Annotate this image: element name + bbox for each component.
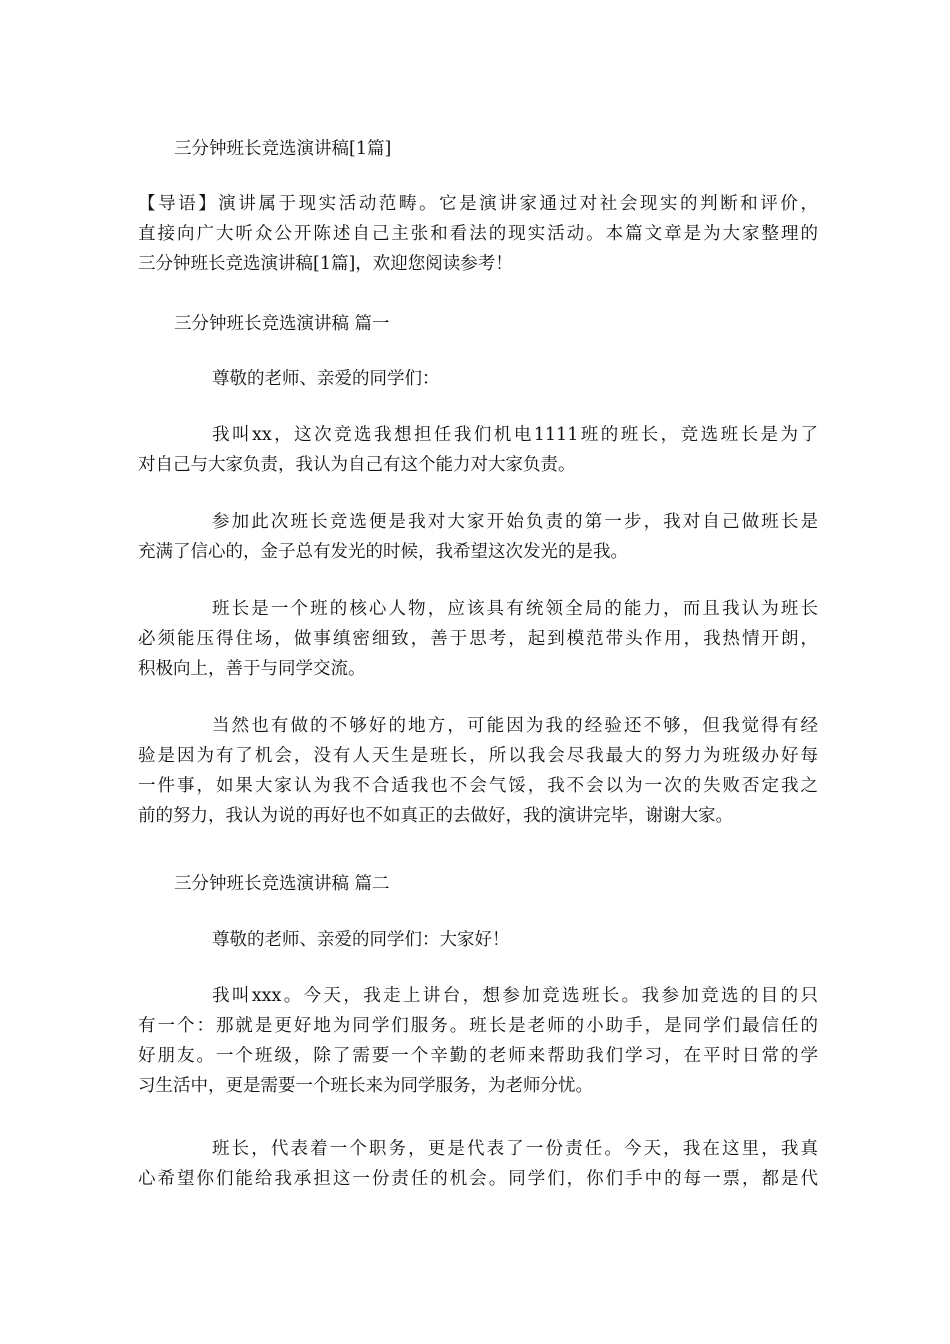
- intro-paragraph: 【导语】演讲属于现实活动范畴。它是演讲家通过对社会现实的判断和评价， 直接向广大听众公开陈述自己主张和看法的现实活动。本篇文章是为大家整理的 三分钟班长竞选演讲稿[1篇]，欢迎您阅读参考！: [138, 194, 818, 274]
- section1-paragraph-2: 参加此次班长竞选便是我对大家开始负责的第一步，我对自己做班长是 充满了信心的，金子总有发光的时候，我希望这次发光的是我。: [138, 512, 818, 562]
- section1-greeting: 尊敬的老师、亲爱的同学们：: [212, 369, 440, 389]
- section1-paragraph-4: 当然也有做的不够好的地方，可能因为我的经验还不够，但我觉得有经 验是因为有了机会，没有人天生是班长，所以我会尽我最大的努力为班级办好每 一件事，如果大家认为我不合适我也不会气馁，我不会以为一次的失败否定我之 前的努力，我认为说的再好也不如真正的去做好，我的演讲完毕，谢谢大家。: [138, 716, 818, 826]
- section2-greeting: 尊敬的老师、亲爱的同学们：大家好！: [212, 930, 510, 950]
- section1-heading: 三分钟班长竞选演讲稿 篇一: [174, 314, 390, 334]
- section1-paragraph-3: 班长是一个班的核心人物，应该具有统领全局的能力，而且我认为班长 必须能压得住场，做事缜密细致，善于思考，起到模范带头作用，我热情开朗， 积极向上，善于与同学交流。: [138, 599, 818, 679]
- section2-heading: 三分钟班长竞选演讲稿 篇二: [174, 874, 390, 894]
- section1-paragraph-1: 我叫xx，这次竞选我想担任我们机电1111班的班长，竞选班长是为了 对自己与大家负责，我认为自己有这个能力对大家负责。: [138, 425, 818, 475]
- document-title: 三分钟班长竞选演讲稿[1篇]: [174, 139, 392, 159]
- section2-paragraph-1: 我叫xxx。今天，我走上讲台，想参加竞选班长。我参加竞选的目的只 有一个：那就是更好地为同学们服务。班长是老师的小助手，是同学们最信任的 好朋友。一个班级，除了需要一个辛勤的老师来帮助我们学习，在平时日常的学 习生活中，更是需要一个班长来为同学服务，为老师分忧。: [138, 986, 818, 1096]
- section2-paragraph-2: 班长，代表着一个职务，更是代表了一份责任。今天，我在这里，我真 心希望你们能给我承担这一份责任的机会。同学们，你们手中的每一票，都是代: [138, 1139, 818, 1189]
